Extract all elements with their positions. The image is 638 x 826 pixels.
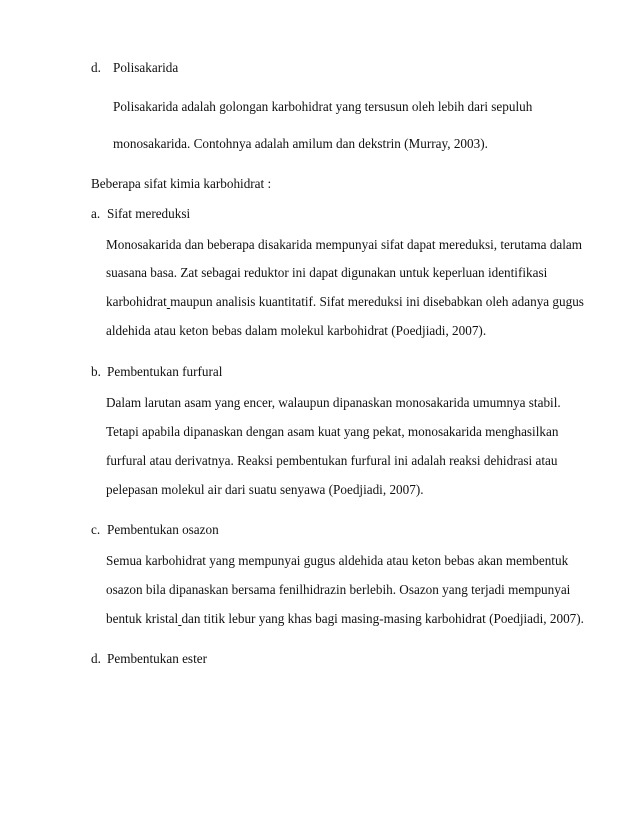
paragraph-line: suasana basa. Zat sebagai reduktor ini dapat digunakan untuk keperluan identifikasi — [106, 265, 548, 280]
section-heading-polisakarida — [91, 60, 178, 76]
paragraph-line: Tetapi apabila dipanaskan dengan asam kuat yang pekat, monosakarida menghasilkan — [106, 424, 559, 439]
heading-text: Polisakarida — [113, 60, 179, 75]
heading-text: Pembentukan osazon — [107, 522, 219, 537]
intro-text: Beberapa sifat kimia karbohidrat : — [91, 176, 272, 191]
section-heading-pembentukan-osazon — [91, 522, 219, 538]
section-heading-pembentukan-ester — [91, 651, 207, 667]
section-heading-sifat-mereduksi — [91, 206, 190, 222]
heading-text: Sifat mereduksi — [107, 206, 191, 221]
paragraph-line — [106, 611, 584, 627]
list-marker: b. — [91, 364, 101, 379]
paragraph-line: monosakarida. Contohnya adalah amilum dan dekstrin (Murray, 2003). — [113, 136, 488, 151]
paragraph-line — [106, 294, 584, 310]
paragraph-line: Polisakarida adalah golongan karbohidrat yang tersusun oleh lebih dari sepuluh — [113, 99, 533, 114]
paragraph-line: Semua karbohidrat yang mempunyai gugus aldehida atau keton bebas akan membentuk — [106, 553, 569, 568]
paragraph-line: aldehida atau keton bebas dalam molekul karbohidrat (Poedjiadi, 2007). — [106, 323, 487, 338]
text-run: maupun analisis kuantitatif. Sifat mereduksi ini disebabkan oleh adanya gugus — [170, 294, 584, 309]
list-marker: d. — [91, 60, 101, 75]
list-marker: c. — [91, 522, 101, 537]
paragraph-line: osazon bila dipanaskan bersama fenilhidrazin berlebih. Osazon yang terjadi mempunyai — [106, 582, 571, 597]
section-heading-pembentukan-furfural — [91, 364, 222, 380]
text-run: dan titik lebur yang khas bagi masing-masing karbohidrat (Poedjiadi, 2007). — [181, 611, 584, 626]
list-marker: a. — [91, 206, 101, 221]
paragraph-line: Dalam larutan asam yang encer, walaupun dipanaskan monosakarida umumnya stabil. — [106, 395, 561, 410]
heading-text: Pembentukan furfural — [107, 364, 223, 379]
word: bentuk kristal — [106, 611, 179, 626]
paragraph-line: pelepasan molekul air dari suatu senyawa (Poedjiadi, 2007). — [106, 482, 424, 497]
paragraph-line: furfural atau derivatnya. Reaksi pembentukan furfural ini adalah reaksi dehidrasi atau — [106, 453, 558, 468]
paragraph-line: Monosakarida dan beberapa disakarida mempunyai sifat dapat mereduksi, terutama dalam — [106, 237, 583, 252]
word: karbohidrat — [106, 294, 167, 309]
list-marker: d. — [91, 651, 101, 666]
heading-text: Pembentukan ester — [107, 651, 207, 666]
